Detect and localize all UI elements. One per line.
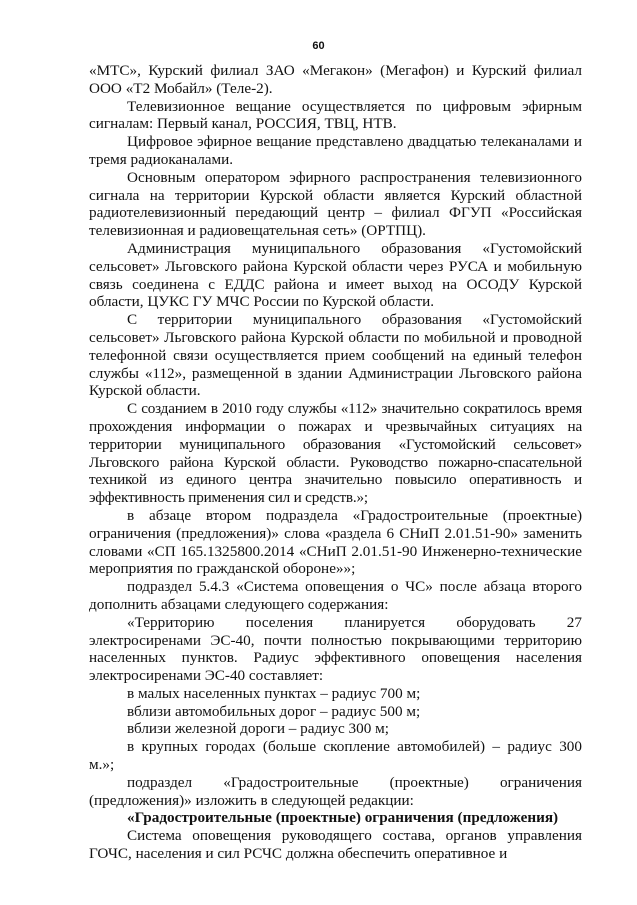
paragraph-112-reception: С территории муниципального образования «Густомойский сельсовет» Льговского района Курской области по мобильной и проводной телефонной связи осуществляется прием сообщений на единый телефон службы «112», размещенной в здании Администрации Льговского района Курской области. <box>89 311 582 400</box>
list-item-large-cities: в крупных городах (больше скопление автомобилей) – радиус 300 м.»; <box>89 738 582 774</box>
paragraph-digital-broadcasting: Цифровое эфирное вещание представлено двадцатью телеканалами и тремя радиоканалами. <box>89 133 582 168</box>
paragraph-112-creation: С созданием в 2010 году службы «112» значительно сократилось время прохождения информации о пожарах и чрезвычайных ситуациях на территории муниципального образования «Густомойский сельсовет» Льговского района Курской области. Руководство пожарно-спасательной техникой из единого центра значительно повысило оперативность и эффективность применения сил и средств.»; <box>89 400 582 507</box>
paragraph-sirens: «Территорию поселения планируется оборудовать 27 электросиренами ЭС-40, почти полностью покрывающими территорию населенных пунктов. Радиус эффективного оповещения населения электросиренами ЭС-40 составляет: <box>89 613 582 685</box>
paragraph-replace-subsection: подраздел «Градостроительные (проектные) ограничения (предложения)» изложить в следующей редакции: <box>89 773 582 809</box>
list-item-small-settlements: в малых населенных пунктах – радиус 700 м; <box>127 684 421 702</box>
paragraph-operators-continued: «МТС», Курский филиал ЗАО «Мегакон» (Мегафон) и Курский филиал ООО «Т2 Мобайл» (Теле-2). <box>89 62 582 97</box>
list-item-railway: вблизи железной дороги – радиус 300 м; <box>127 720 389 738</box>
paragraph-warning-system: Система оповещения руководящего состава, органов управления ГОЧС, населения и сил РСЧС должна обеспечить оперативное и <box>89 827 582 863</box>
paragraph-amendment-subsection: подраздел 5.4.3 «Система оповещения о ЧС» после абзаца второго дополнить абзацами следующего содержания: <box>89 578 582 613</box>
section-heading: «Градостроительные (проектные) ограничения (предложения) <box>127 809 559 827</box>
paragraph-main-operator: Основным оператором эфирного распространения телевизионного сигнала на территории Курской области является Курский областной радиотелевизионный передающий центр – филиал ФГУП «Российская телевизионная и радиовещательная сеть» (ОРТПЦ). <box>89 168 582 240</box>
paragraph-amendment-snip: в абзаце втором подраздела «Градостроительные (проектные) ограничения (предложения)» слова «раздела 6 СНиП 2.01.51-90» заменить словами «СП 165.1325800.2014 «СНиП 2.01.51-90 Инженерно-технические мероприятия по гражданской обороне»»; <box>89 506 582 578</box>
list-item-highways: вблизи автомобильных дорог – радиус 500 м; <box>127 702 421 720</box>
paragraph-administration-communication: Администрация муниципального образования «Густомойский сельсовет» Льговского района Курской области через РУСА и мобильную связь соединена с ЕДДС района и имеет выход на ОСОДУ Курской области, ЦУКС ГУ МЧС России по Курской области. <box>89 239 582 311</box>
document-body <box>89 62 582 863</box>
paragraph-tv-broadcasting: Телевизионное вещание осуществляется по цифровым эфирным сигналам: Первый канал, РОССИЯ, ТВЦ, НТВ. <box>89 97 582 133</box>
page-number: 60 <box>312 40 325 52</box>
